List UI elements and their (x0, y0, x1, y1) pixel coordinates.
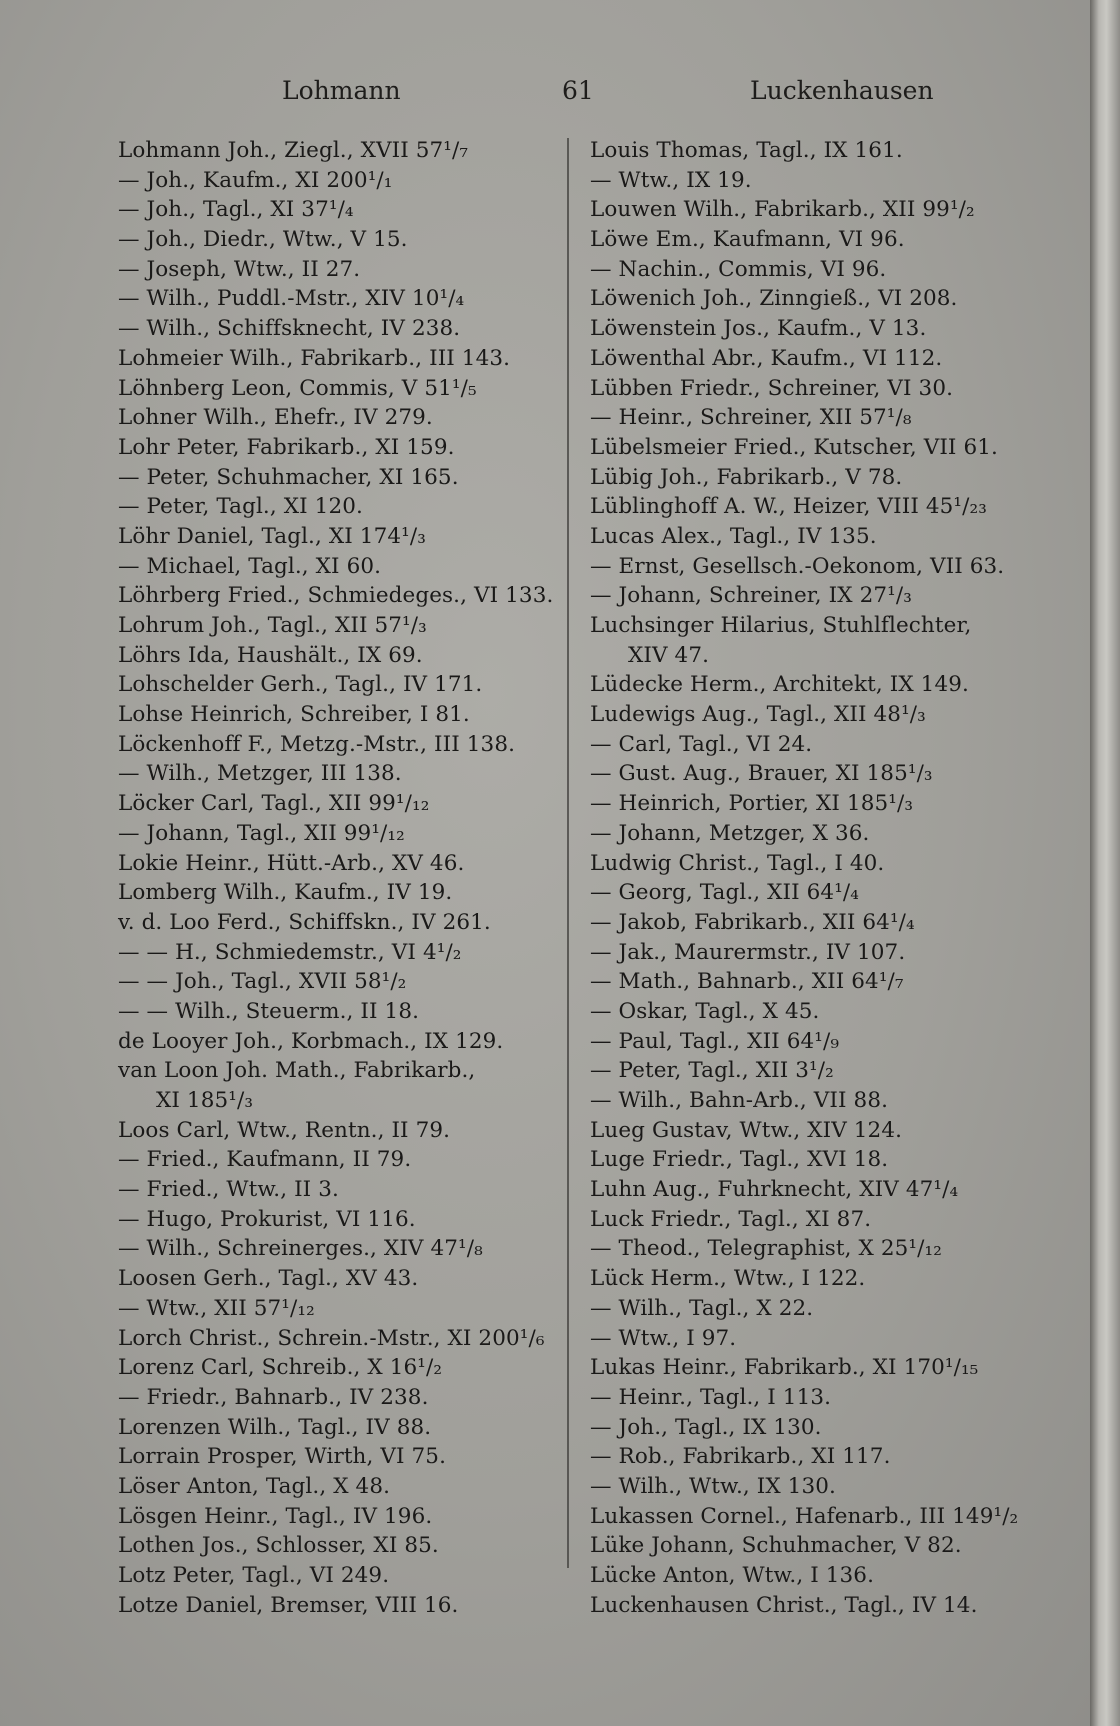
directory-entry: Lukas Heinr., Fabrikarb., XI 170¹/₁₅ (590, 1355, 979, 1381)
directory-entry: Lüke Johann, Schuhmacher, V 82. (590, 1533, 962, 1559)
directory-entry: — Heinr., Tagl., I 113. (590, 1384, 832, 1410)
directory-entry: Lohschelder Gerh., Tagl., IV 171. (118, 672, 483, 698)
directory-entry: — Ernst, Gesellsch.-Oekonom, VII 63. (590, 553, 1005, 579)
directory-entry: Luhn Aug., Fuhrknecht, XIV 47¹/₄ (590, 1177, 959, 1203)
header-last-name: Luckenhausen (750, 76, 934, 105)
directory-entry: Löckenhoff F., Metzg.-Mstr., III 138. (118, 731, 516, 757)
directory-entry: — Nachin., Commis, VI 96. (590, 256, 887, 282)
directory-entry: — Wtw., IX 19. (590, 167, 752, 193)
directory-entry: — Math., Bahnarb., XII 64¹/₇ (590, 969, 904, 995)
directory-entry: — Peter, Schuhmacher, XI 165. (118, 464, 459, 490)
directory-entry: Löhrberg Fried., Schmiedeges., VI 133. (118, 583, 554, 609)
directory-entry: — Oskar, Tagl., X 45. (590, 998, 820, 1024)
directory-entry: Lohmeier Wilh., Fabrikarb., III 143. (118, 345, 511, 371)
directory-entry: XIV 47. (628, 642, 710, 668)
directory-entry: Lohner Wilh., Ehefr., IV 279. (118, 405, 433, 431)
directory-entry: — Carl, Tagl., VI 24. (590, 731, 813, 757)
directory-entry: Lübben Friedr., Schreiner, VI 30. (590, 375, 954, 401)
directory-entry: — Rob., Fabrikarb., XI 117. (590, 1444, 891, 1470)
directory-entry: — Friedr., Bahnarb., IV 238. (118, 1384, 429, 1410)
directory-entry: Lohr Peter, Fabrikarb., XI 159. (118, 434, 455, 460)
directory-entry: de Looyer Joh., Korbmach., IX 129. (118, 1028, 504, 1054)
directory-entry: Luge Friedr., Tagl., XVI 18. (590, 1147, 889, 1173)
directory-entry: — Wilh., Schreinerges., XIV 47¹/₈ (118, 1236, 483, 1262)
directory-entry: — Johann, Metzger, X 36. (590, 820, 870, 846)
directory-entry: Lucas Alex., Tagl., IV 135. (590, 523, 877, 549)
header-first-name: Lohmann (282, 76, 401, 105)
directory-entry: Lorenz Carl, Schreib., X 16¹/₂ (118, 1355, 443, 1381)
directory-entry: — Fried., Kaufmann, II 79. (118, 1147, 412, 1173)
directory-entry: — Joh., Tagl., XI 37¹/₄ (118, 197, 354, 223)
directory-entry: — Joseph, Wtw., II 27. (118, 256, 361, 282)
directory-entry: — Joh., Kaufm., XI 200¹/₁ (118, 167, 393, 193)
directory-entry: Löwenich Joh., Zinngieß., VI 208. (590, 286, 958, 312)
directory-entry: Lothen Jos., Schlosser, XI 85. (118, 1533, 439, 1559)
directory-entry: Löcker Carl, Tagl., XII 99¹/₁₂ (118, 791, 430, 817)
directory-entry: v. d. Loo Ferd., Schiffskn., IV 261. (118, 909, 491, 935)
directory-entry: Lokie Heinr., Hütt.-Arb., XV 46. (118, 850, 465, 876)
directory-entry: — Wilh., Metzger, III 138. (118, 761, 402, 787)
directory-entry: Lotze Daniel, Bremser, VIII 16. (118, 1592, 459, 1618)
directory-entry: Lübig Joh., Fabrikarb., V 78. (590, 464, 903, 490)
directory-entry: — Joh., Tagl., IX 130. (590, 1414, 822, 1440)
directory-entry: — Paul, Tagl., XII 64¹/₉ (590, 1028, 840, 1054)
right-column (590, 136, 1020, 1620)
directory-entry: — — Wilh., Steuerm., II 18. (118, 998, 420, 1024)
directory-entry: Ludwig Christ., Tagl., I 40. (590, 850, 885, 876)
directory-entry: van Loon Joh. Math., Fabrikarb., (118, 1058, 476, 1084)
directory-entry: — Wilh., Puddl.-Mstr., XIV 10¹/₄ (118, 286, 465, 312)
directory-entry: XI 185¹/₃ (156, 1088, 254, 1113)
directory-entry: Luchsinger Hilarius, Stuhlflechter, (590, 613, 972, 638)
directory-entry: — Heinr., Schreiner, XII 57¹/₈ (590, 405, 912, 431)
directory-entry: — — H., Schmiedemstr., VI 4¹/₂ (118, 939, 462, 965)
directory-entry: Lohrum Joh., Tagl., XII 57¹/₃ (118, 613, 427, 638)
directory-entry: Lorch Christ., Schrein.-Mstr., XI 200¹/₆ (118, 1325, 545, 1351)
directory-entry: — Wtw., I 97. (590, 1325, 737, 1351)
directory-entry: Lösgen Heinr., Tagl., IV 196. (118, 1503, 433, 1529)
directory-entry: — Peter, Tagl., XII 3¹/₂ (590, 1058, 834, 1084)
directory-entry: Löhrs Ida, Haushält., IX 69. (118, 642, 423, 668)
directory-entry: Lomberg Wilh., Kaufm., IV 19. (118, 880, 453, 906)
directory-entry: — Wilh., Bahn-Arb., VII 88. (590, 1088, 889, 1113)
directory-entry: Lüblinghoff A. W., Heizer, VIII 45¹/₂₃ (590, 494, 987, 520)
directory-entry: Loosen Gerh., Tagl., XV 43. (118, 1266, 419, 1292)
directory-entry: Lohmann Joh., Ziegl., XVII 57¹/₇ (118, 138, 469, 163)
directory-entry: Lohse Heinrich, Schreiber, I 81. (118, 702, 470, 728)
directory-entry: — Wtw., XII 57¹/₁₂ (118, 1295, 315, 1321)
directory-entry: — Fried., Wtw., II 3. (118, 1177, 339, 1203)
directory-entry: Loos Carl, Wtw., Rentn., II 79. (118, 1117, 451, 1143)
directory-entry: Lücke Anton, Wtw., I 136. (590, 1563, 875, 1588)
directory-entry: Lotz Peter, Tagl., VI 249. (118, 1563, 390, 1588)
directory-entry: — Johann, Schreiner, IX 27¹/₃ (590, 583, 912, 609)
left-column (118, 136, 563, 1620)
directory-entry: — Johann, Tagl., XII 99¹/₁₂ (118, 820, 405, 846)
directory-entry: Lorenzen Wilh., Tagl., IV 88. (118, 1414, 432, 1440)
directory-entry: Lück Herm., Wtw., I 122. (590, 1266, 866, 1292)
directory-entry: — Michael, Tagl., XI 60. (118, 553, 382, 579)
page-edge (1090, 0, 1120, 1726)
directory-entry: — Gust. Aug., Brauer, XI 185¹/₃ (590, 761, 933, 787)
directory-entry: Lüdecke Herm., Architekt, IX 149. (590, 672, 969, 698)
directory-entry: — Jakob, Fabrikarb., XII 64¹/₄ (590, 909, 915, 935)
directory-entry: — Theod., Telegraphist, X 25¹/₁₂ (590, 1236, 942, 1262)
directory-entry: — Hugo, Prokurist, VI 116. (118, 1206, 416, 1232)
directory-entry: Löser Anton, Tagl., X 48. (118, 1473, 391, 1499)
page-header (0, 66, 1090, 116)
directory-entry: Löwenstein Jos., Kaufm., V 13. (590, 316, 927, 342)
directory-entry: Lueg Gustav, Wtw., XIV 124. (590, 1117, 903, 1143)
directory-entry: — Peter, Tagl., XI 120. (118, 494, 363, 520)
directory-entry: Lukassen Cornel., Hafenarb., III 149¹/₂ (590, 1503, 1019, 1529)
directory-entry: Löwe Em., Kaufmann, VI 96. (590, 227, 905, 253)
directory-entry: Löhnberg Leon, Commis, V 51¹/₅ (118, 375, 477, 401)
directory-entry: — Wilh., Wtw., IX 130. (590, 1473, 836, 1499)
directory-entry: Louwen Wilh., Fabrikarb., XII 99¹/₂ (590, 197, 975, 223)
directory-entry: — — Joh., Tagl., XVII 58¹/₂ (118, 969, 407, 995)
directory-entry: — Wilh., Tagl., X 22. (590, 1295, 814, 1321)
directory-entry: Löwenthal Abr., Kaufm., VI 112. (590, 345, 943, 371)
directory-entry: — Wilh., Schiffsknecht, IV 238. (118, 316, 461, 342)
column-divider (567, 138, 569, 1568)
page-number: 61 (562, 76, 594, 105)
directory-entry: Ludewigs Aug., Tagl., XII 48¹/₃ (590, 702, 926, 728)
directory-entry: Louis Thomas, Tagl., IX 161. (590, 138, 903, 163)
directory-entry: Luck Friedr., Tagl., XI 87. (590, 1206, 872, 1232)
directory-entry: — Heinrich, Portier, XI 185¹/₃ (590, 791, 914, 817)
directory-entry: — Joh., Diedr., Wtw., V 15. (118, 227, 408, 253)
directory-entry: Lübelsmeier Fried., Kutscher, VII 61. (590, 434, 998, 460)
directory-entry: Löhr Daniel, Tagl., XI 174¹/₃ (118, 523, 426, 549)
directory-entry: — Jak., Maurermstr., IV 107. (590, 939, 906, 965)
directory-entry: Luckenhausen Christ., Tagl., IV 14. (590, 1592, 978, 1618)
directory-entry: — Georg, Tagl., XII 64¹/₄ (590, 880, 859, 906)
directory-entry: Lorrain Prosper, Wirth, VI 75. (118, 1444, 447, 1470)
